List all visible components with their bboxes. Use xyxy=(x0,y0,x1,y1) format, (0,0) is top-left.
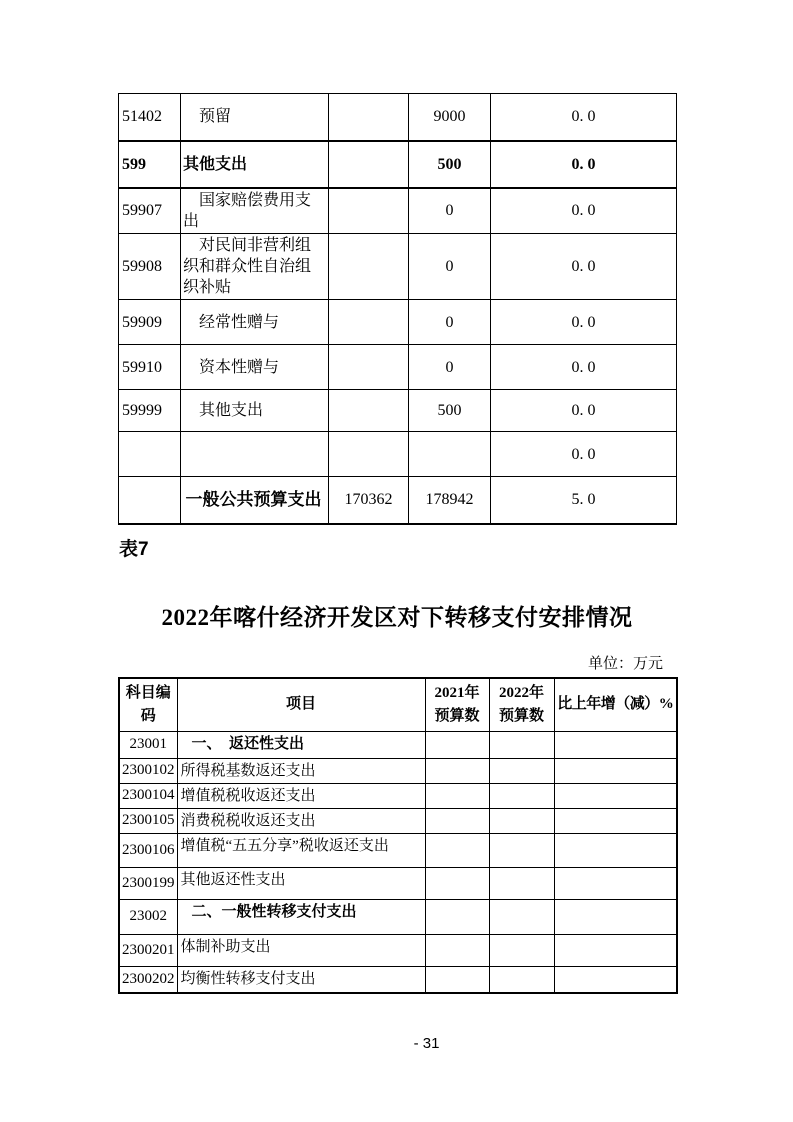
cell-2022-value: 9000 xyxy=(409,94,491,141)
cell-item: 增值税“五五分享”税收返还支出 xyxy=(177,833,425,867)
header-percent: 比上年增（减）% xyxy=(554,678,677,731)
cell-code: 2300105 xyxy=(119,808,177,833)
cell-2022-value xyxy=(489,966,554,993)
cell-2021-value xyxy=(425,899,489,934)
cell-percent xyxy=(554,808,677,833)
cell-2022-value: 0 xyxy=(409,345,491,390)
header-2022-budget xyxy=(489,678,554,731)
table-row xyxy=(119,934,677,966)
transfer-payment-table xyxy=(118,677,678,994)
cell-item: 一般公共预算支出 xyxy=(181,477,329,524)
cell-item: 体制补助支出 xyxy=(177,934,425,966)
cell-item: 经常性赠与 xyxy=(181,300,329,345)
table-row xyxy=(119,188,677,234)
cell-2021-value xyxy=(329,141,409,188)
cell-2021-value xyxy=(425,867,489,899)
cell-code: 2300104 xyxy=(119,783,177,808)
cell-code xyxy=(119,477,181,524)
cell-percent: 0. 0 xyxy=(491,300,677,345)
table-row-total xyxy=(119,477,677,524)
cell-item: 其他支出 xyxy=(181,390,329,432)
cell-item: 增值税税收返还支出 xyxy=(177,783,425,808)
cell-2022-value xyxy=(489,934,554,966)
cell-percent: 0. 0 xyxy=(491,432,677,477)
cell-2021-value xyxy=(425,731,489,758)
cell-percent: 0. 0 xyxy=(491,234,677,300)
cell-item: 预留 xyxy=(181,94,329,141)
cell-2022-value: 0 xyxy=(409,188,491,234)
cell-2021-value xyxy=(329,345,409,390)
cell-code: 2300102 xyxy=(119,758,177,783)
cell-item: 其他支出 xyxy=(181,141,329,188)
cell-code: 2300199 xyxy=(119,867,177,899)
cell-2022-value xyxy=(489,783,554,808)
cell-code: 599 xyxy=(119,141,181,188)
cell-2021-value xyxy=(425,934,489,966)
header-item: 项目 xyxy=(177,678,425,731)
table-row xyxy=(119,141,677,188)
cell-item: 所得税基数返还支出 xyxy=(177,758,425,783)
cell-percent xyxy=(554,934,677,966)
cell-percent: 0. 0 xyxy=(491,390,677,432)
cell-2022-value xyxy=(489,899,554,934)
table-row xyxy=(119,345,677,390)
cell-percent xyxy=(554,731,677,758)
cell-2022-value xyxy=(489,808,554,833)
cell-percent: 0. 0 xyxy=(491,94,677,141)
cell-item xyxy=(181,432,329,477)
budget-expenditure-table xyxy=(118,93,677,525)
table-row xyxy=(119,808,677,833)
header-code: 科目编码 xyxy=(119,678,177,731)
cell-code: 59909 xyxy=(119,300,181,345)
table-header-row xyxy=(119,678,677,731)
cell-code: 2300106 xyxy=(119,833,177,867)
cell-code: 2300202 xyxy=(119,966,177,993)
cell-percent: 5. 0 xyxy=(491,477,677,524)
header-2021-budget xyxy=(425,678,489,731)
table-row xyxy=(119,833,677,867)
table-row xyxy=(119,783,677,808)
cell-item: 国家赔偿费用支出 xyxy=(181,188,329,234)
header-2022-line2: 预算数 xyxy=(498,707,544,724)
cell-percent: 0. 0 xyxy=(491,141,677,188)
cell-2022-value: 0 xyxy=(409,300,491,345)
table-row xyxy=(119,234,677,300)
cell-percent: 0. 0 xyxy=(491,345,677,390)
cell-2021-value: 170362 xyxy=(329,477,409,524)
cell-2022-value: 0 xyxy=(409,234,491,300)
cell-2022-value xyxy=(489,758,554,783)
cell-item: 均衡性转移支付支出 xyxy=(177,966,425,993)
cell-item: 其他返还性支出 xyxy=(177,867,425,899)
cell-percent xyxy=(554,833,677,867)
header-2022-line1: 2022年 xyxy=(498,684,544,701)
cell-2022-value xyxy=(489,833,554,867)
cell-code: 59907 xyxy=(119,188,181,234)
table-row xyxy=(119,94,677,141)
cell-percent xyxy=(554,783,677,808)
section-title: 2022年喀什经济开发区对下转移支付安排情况 xyxy=(161,605,633,630)
cell-2021-value xyxy=(425,808,489,833)
cell-2021-value xyxy=(425,966,489,993)
cell-2021-value xyxy=(425,758,489,783)
cell-code: 23001 xyxy=(119,731,177,758)
table-row xyxy=(119,731,677,758)
cell-2022-value xyxy=(409,432,491,477)
cell-code xyxy=(119,432,181,477)
cell-code: 59910 xyxy=(119,345,181,390)
cell-2021-value xyxy=(425,833,489,867)
cell-percent xyxy=(554,867,677,899)
unit-label: 单位：万元 xyxy=(587,656,663,672)
cell-2022-value: 178942 xyxy=(409,477,491,524)
table-number-label: 表7 xyxy=(119,539,149,560)
cell-2022-value: 500 xyxy=(409,390,491,432)
cell-item: 对民间非营利组织和群众性自治组织补贴 xyxy=(181,234,329,300)
table-row xyxy=(119,899,677,934)
cell-2021-value xyxy=(425,783,489,808)
cell-item: 消费税税收返还支出 xyxy=(177,808,425,833)
cell-2022-value xyxy=(489,867,554,899)
page-number: - 31 xyxy=(413,1035,440,1052)
cell-code: 2300201 xyxy=(119,934,177,966)
header-2021-line2: 预算数 xyxy=(434,707,480,724)
table-row xyxy=(119,966,677,993)
cell-2021-value xyxy=(329,300,409,345)
cell-code: 23002 xyxy=(119,899,177,934)
cell-percent xyxy=(554,899,677,934)
cell-item: 二、一般性转移支付支出 xyxy=(177,899,425,934)
cell-percent xyxy=(554,966,677,993)
table-row xyxy=(119,390,677,432)
table-row xyxy=(119,758,677,783)
cell-2021-value xyxy=(329,188,409,234)
cell-percent xyxy=(554,758,677,783)
cell-code: 51402 xyxy=(119,94,181,141)
header-2021-line1: 2021年 xyxy=(434,684,480,701)
cell-2021-value xyxy=(329,94,409,141)
cell-code: 59999 xyxy=(119,390,181,432)
table-row xyxy=(119,867,677,899)
cell-percent: 0. 0 xyxy=(491,188,677,234)
cell-item: 资本性赠与 xyxy=(181,345,329,390)
cell-item: 一、 返还性支出 xyxy=(177,731,425,758)
cell-2021-value xyxy=(329,234,409,300)
table-row xyxy=(119,300,677,345)
cell-code: 59908 xyxy=(119,234,181,300)
cell-2021-value xyxy=(329,390,409,432)
cell-2022-value: 500 xyxy=(409,141,491,188)
cell-2021-value xyxy=(329,432,409,477)
table-row xyxy=(119,432,677,477)
cell-2022-value xyxy=(489,731,554,758)
